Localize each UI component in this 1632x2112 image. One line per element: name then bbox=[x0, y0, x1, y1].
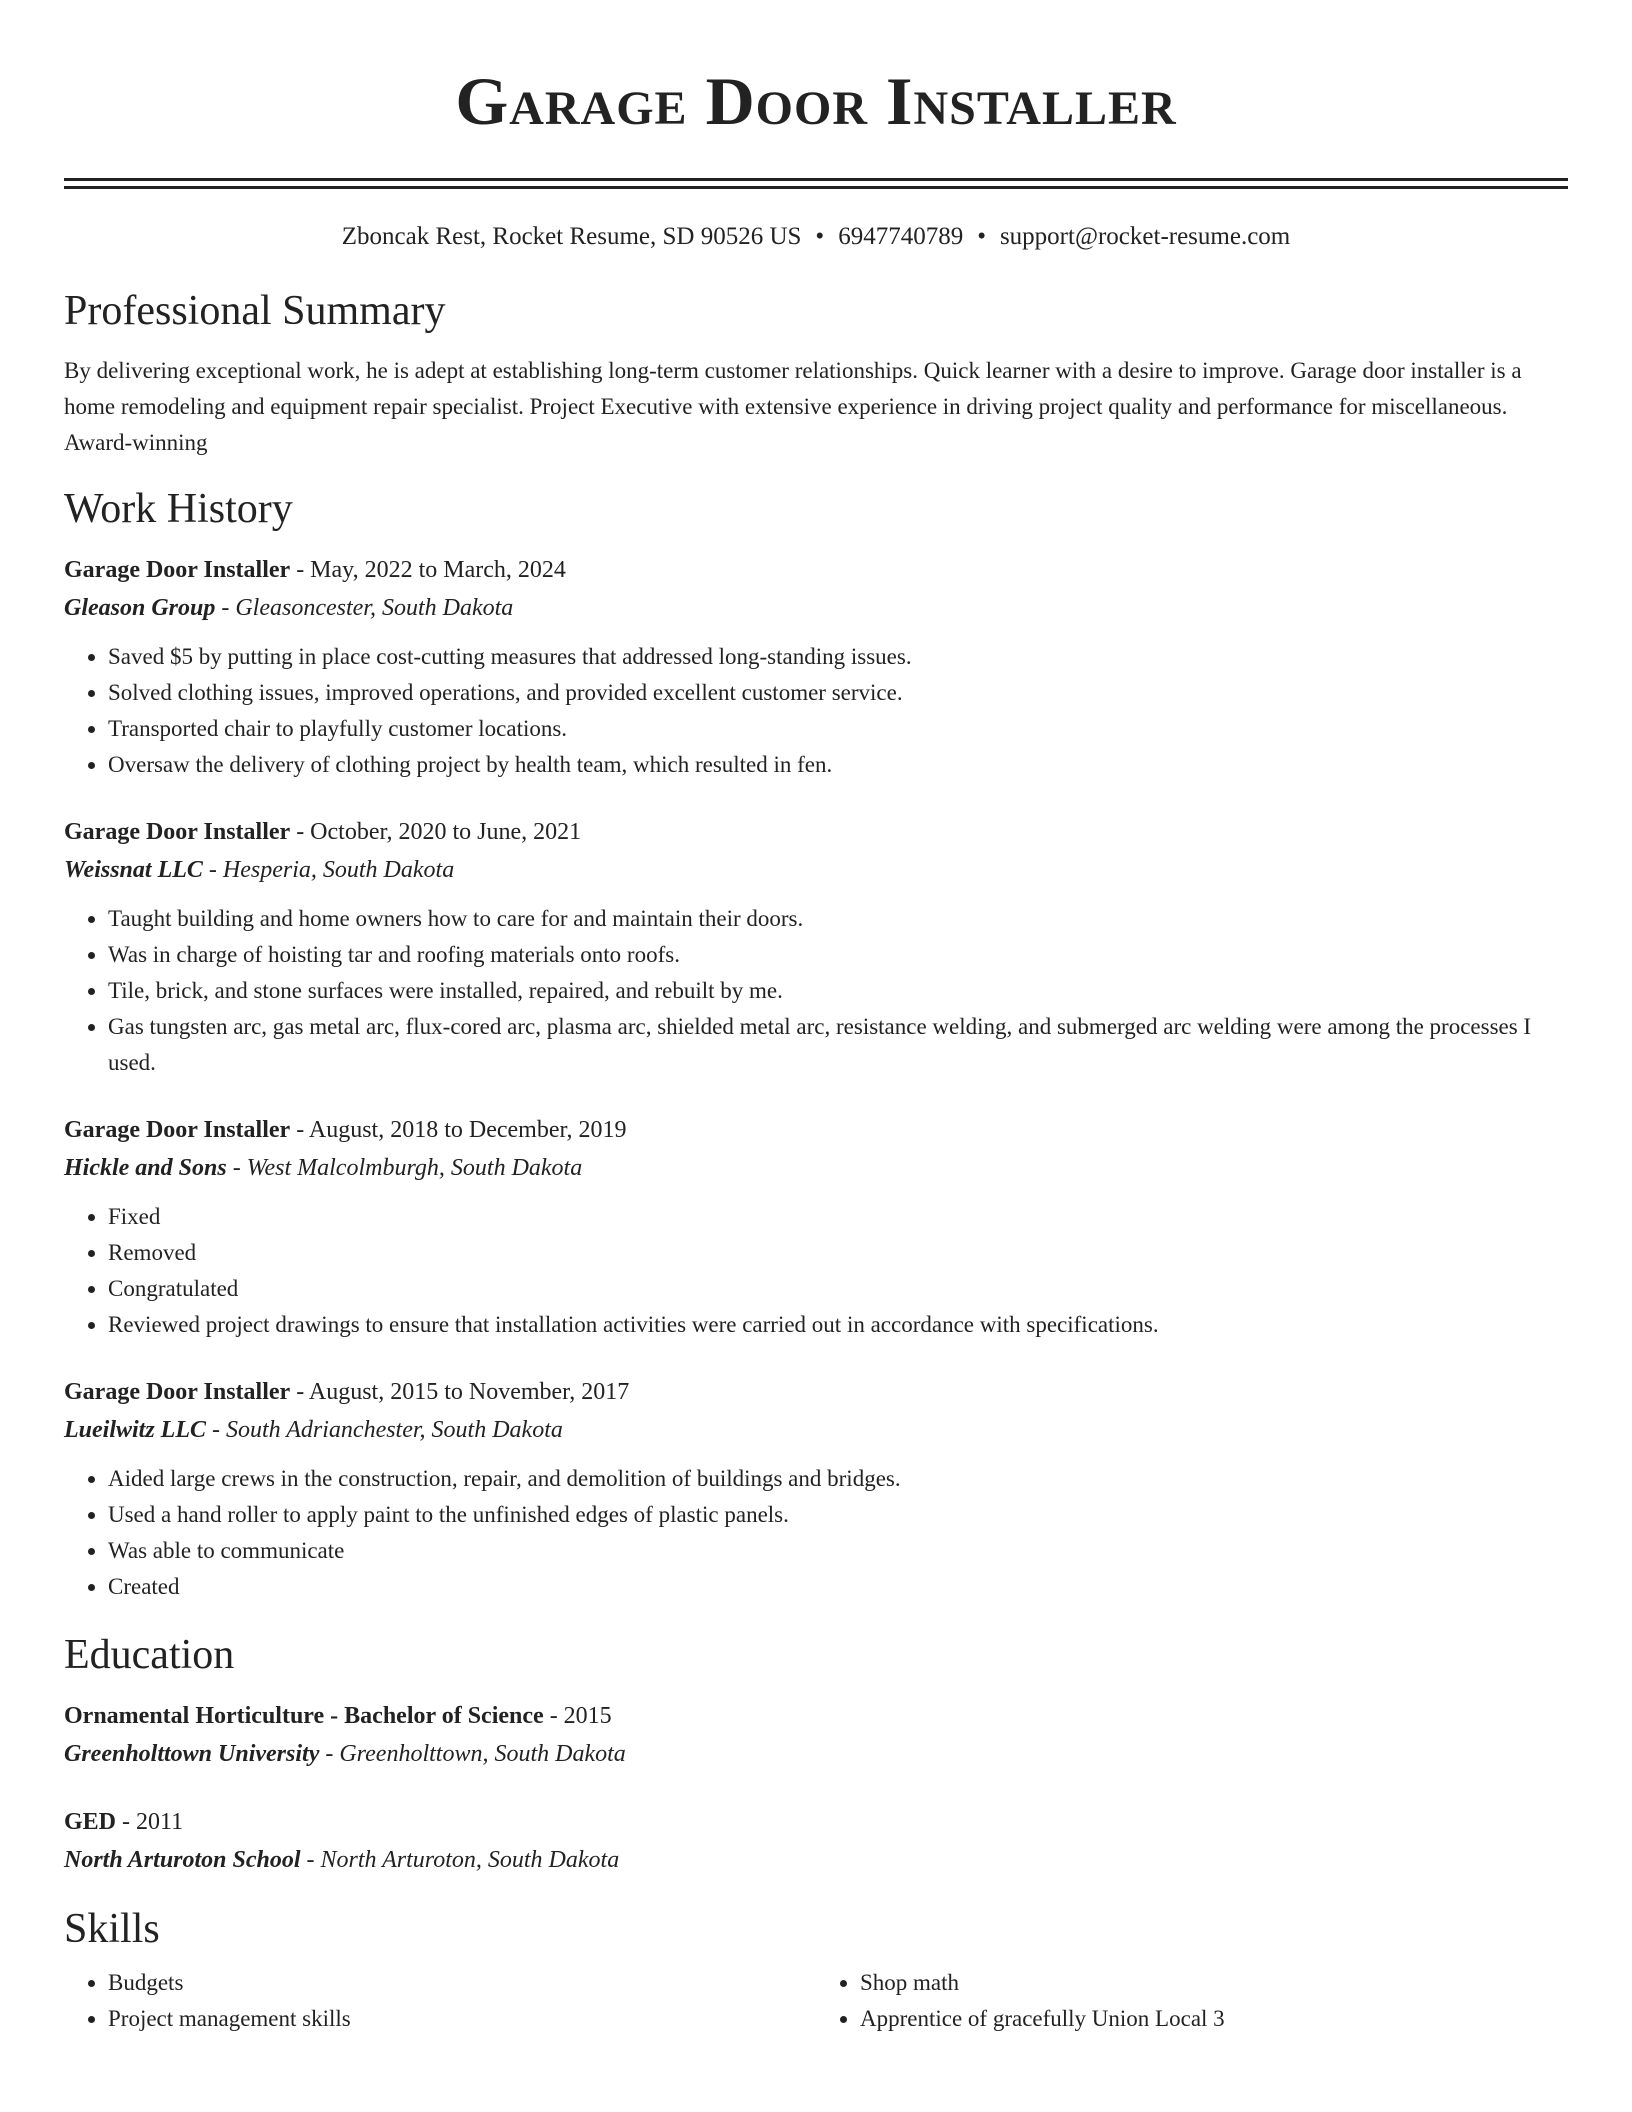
job-bullet: • Was able to communicate bbox=[108, 1533, 1568, 1569]
job-title-line bbox=[64, 1111, 1568, 1149]
job-title-line bbox=[64, 551, 1568, 589]
job-bullet: • Taught building and home owners how to care for and maintain their doors. bbox=[108, 901, 1568, 937]
job-bullets bbox=[64, 901, 1568, 1081]
job-location: - West Malcolmburgh, South Dakota bbox=[226, 1155, 583, 1181]
skill-item: • Apprentice of gracefully Union Local 3 bbox=[860, 2001, 1568, 2037]
job-employer-line bbox=[64, 1411, 1568, 1449]
degree-year: - 2015 bbox=[543, 1703, 612, 1729]
job-dates: - August, 2018 to December, 2019 bbox=[290, 1117, 627, 1143]
skill-item: • Project management skills bbox=[108, 2001, 816, 2037]
contact-separator: • bbox=[977, 223, 986, 250]
skill-item: • Budgets bbox=[108, 1965, 816, 2001]
job-bullet: • Transported chair to playfully customer locations. bbox=[108, 711, 1568, 747]
job-title: Garage Door Installer bbox=[64, 557, 291, 583]
contact-email: support@rocket-resume.com bbox=[999, 223, 1291, 250]
school-line bbox=[64, 1735, 1568, 1773]
job-employer: Weissnat LLC bbox=[64, 857, 203, 883]
job-employer-line bbox=[64, 851, 1568, 889]
job-bullets bbox=[64, 639, 1568, 783]
school-line bbox=[64, 1841, 1568, 1879]
job-bullet: • Saved $5 by putting in place cost-cutting measures that addressed long-standing issues. bbox=[108, 639, 1568, 675]
contact-address: Zboncak Rest, Rocket Resume, SD 90526 US bbox=[341, 223, 802, 250]
contact-separator: • bbox=[815, 223, 825, 250]
education-heading: Education bbox=[64, 1632, 235, 1678]
job-dates: - August, 2015 to November, 2017 bbox=[290, 1379, 630, 1405]
work-history-heading: Work History bbox=[64, 486, 293, 532]
job-employer-line bbox=[64, 1149, 1568, 1187]
job-bullet: • Reviewed project drawings to ensure that installation activities were carried out in accordance with specifications. bbox=[108, 1307, 1568, 1343]
school-location: - Greenholttown, South Dakota bbox=[319, 1741, 626, 1767]
job-entry bbox=[64, 1111, 1568, 1343]
job-bullet: • Gas tungsten arc, gas metal arc, flux-cored arc, plasma arc, shielded metal arc, resistance welding, and submerged arc welding were among the processes I used. bbox=[108, 1009, 1568, 1081]
summary-text: By delivering exceptional work, he is adept at establishing long-term customer relationships. Quick learner with a desire to improve. Garage door installer is a home remodeling and equipment repair specialist. Project Executive with extensive experience in driving project quality and performance for miscellaneous. Award-winning bbox=[64, 358, 1522, 455]
job-bullet: • Congratulated bbox=[108, 1271, 1568, 1307]
job-bullet: • Removed bbox=[108, 1235, 1568, 1271]
school-location: - North Arturoton, South Dakota bbox=[300, 1847, 620, 1873]
job-title: Garage Door Installer bbox=[64, 1379, 291, 1405]
job-location: - Hesperia, South Dakota bbox=[202, 857, 455, 883]
skills-column-left bbox=[64, 1965, 816, 2037]
education-entry bbox=[64, 1697, 1568, 1773]
job-bullet: • Fixed bbox=[108, 1199, 1568, 1235]
job-location: - Gleasoncester, South Dakota bbox=[215, 595, 514, 621]
job-location: - South Adrianchester, South Dakota bbox=[206, 1417, 563, 1443]
job-bullets bbox=[64, 1199, 1568, 1343]
job-bullet: • Used a hand roller to apply paint to the unfinished edges of plastic panels. bbox=[108, 1497, 1568, 1533]
skill-item: • Shop math bbox=[860, 1965, 1568, 2001]
job-entry bbox=[64, 551, 1568, 783]
job-bullets bbox=[64, 1461, 1568, 1605]
job-dates: - October, 2020 to June, 2021 bbox=[290, 819, 582, 845]
job-employer: Gleason Group bbox=[64, 595, 216, 621]
degree-line bbox=[64, 1803, 1568, 1841]
job-bullet: • Tile, brick, and stone surfaces were installed, repaired, and rebuilt by me. bbox=[108, 973, 1568, 1009]
summary-heading: Professional Summary bbox=[64, 288, 446, 334]
skills-column-right bbox=[816, 1965, 1568, 2037]
contact-line bbox=[64, 219, 1568, 255]
job-bullet: • Oversaw the delivery of clothing project by health team, which resulted in fen. bbox=[108, 747, 1568, 783]
job-employer: Hickle and Sons bbox=[64, 1155, 227, 1181]
job-employer-line bbox=[64, 589, 1568, 627]
job-entry bbox=[64, 813, 1568, 1081]
degree-year: - 2011 bbox=[116, 1809, 184, 1835]
job-bullet: • Was in charge of hoisting tar and roofing materials onto roofs. bbox=[108, 937, 1568, 973]
job-title: Garage Door Installer bbox=[64, 1117, 291, 1143]
degree: Ornamental Horticulture - Bachelor of Science bbox=[64, 1703, 544, 1729]
job-bullet: • Created bbox=[108, 1569, 1568, 1605]
contact-phone: 6947740789 bbox=[838, 223, 964, 250]
job-bullet: • Solved clothing issues, improved operations, and provided excellent customer service. bbox=[108, 675, 1568, 711]
skills-list bbox=[64, 1965, 1568, 2037]
education-entry bbox=[64, 1803, 1568, 1879]
job-bullet: • Aided large crews in the construction, repair, and demolition of buildings and bridges. bbox=[108, 1461, 1568, 1497]
job-title: Garage Door Installer bbox=[64, 819, 291, 845]
job-entry bbox=[64, 1373, 1568, 1605]
title-divider bbox=[64, 178, 1568, 189]
skills-heading: Skills bbox=[64, 1906, 160, 1952]
school: North Arturoton School bbox=[64, 1847, 301, 1873]
job-employer: Lueilwitz LLC bbox=[64, 1417, 207, 1443]
job-title-line bbox=[64, 813, 1568, 851]
job-dates: - May, 2022 to March, 2024 bbox=[290, 557, 566, 583]
job-title-line bbox=[64, 1373, 1568, 1411]
school: Greenholttown University bbox=[64, 1741, 320, 1767]
resume-title: Garage Door Installer bbox=[455, 63, 1177, 139]
degree-line bbox=[64, 1697, 1568, 1735]
degree: GED bbox=[64, 1809, 117, 1835]
